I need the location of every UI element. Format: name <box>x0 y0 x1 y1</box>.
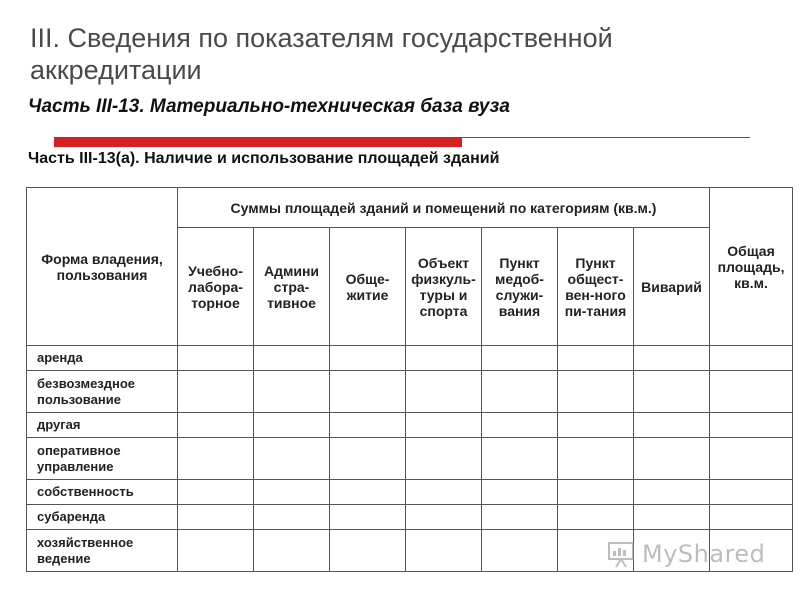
table-cell <box>406 505 482 530</box>
table-row <box>27 480 793 505</box>
table-cell <box>482 438 558 480</box>
category-header: Пункт медоб-служи-вания <box>482 228 558 346</box>
table-cell <box>330 505 406 530</box>
table-cell <box>178 346 254 371</box>
watermark-text: MyShared <box>642 540 766 568</box>
group-header: Суммы площадей зданий и помещений по категориям (кв.м.) <box>178 188 710 228</box>
table-row <box>27 438 793 480</box>
table-cell <box>558 346 634 371</box>
table-cell <box>254 480 330 505</box>
row-label: другая <box>27 413 178 438</box>
table-cell <box>482 530 558 572</box>
total-header: Общая площадь, кв.м. <box>710 188 793 346</box>
watermark <box>606 537 776 571</box>
table-cell <box>634 371 710 413</box>
table-cell <box>330 371 406 413</box>
table-cell <box>178 530 254 572</box>
category-header: Админи стра-тивное <box>254 228 330 346</box>
table-cell <box>330 438 406 480</box>
table-cell <box>406 438 482 480</box>
part-title: Часть III-13. Материально-техническая база вуза <box>28 96 510 117</box>
table-cell <box>634 480 710 505</box>
table-cell <box>254 530 330 572</box>
table-cell <box>330 346 406 371</box>
table-cell <box>330 413 406 438</box>
table-cell <box>634 505 710 530</box>
category-header: Учебно-лабора-торное <box>178 228 254 346</box>
table-cell <box>406 346 482 371</box>
left-margin <box>0 0 16 600</box>
table-cell <box>406 480 482 505</box>
table-row <box>27 505 793 530</box>
table-cell <box>330 480 406 505</box>
table-cell <box>634 413 710 438</box>
form-header: Форма владения, пользования <box>27 188 178 346</box>
table-cell <box>254 346 330 371</box>
table-cell <box>482 413 558 438</box>
table-cell <box>178 413 254 438</box>
table-cell <box>710 438 793 480</box>
table-cell <box>406 530 482 572</box>
table-row <box>27 413 793 438</box>
row-label: аренда <box>27 346 178 371</box>
row-label: безвозмездное пользование <box>27 371 178 413</box>
table-cell <box>330 530 406 572</box>
slide-title: III. Сведения по показателям государственной аккредитации <box>30 23 613 85</box>
table-cell <box>634 346 710 371</box>
areas-table <box>26 187 793 572</box>
red-accent-bar <box>54 138 462 147</box>
table-cell <box>710 480 793 505</box>
table-cell <box>558 480 634 505</box>
category-header: Пункт общест-вен-ного пи-тания <box>558 228 634 346</box>
table-cell <box>558 413 634 438</box>
table-cell <box>482 371 558 413</box>
category-header: Объект физкуль-туры и спорта <box>406 228 482 346</box>
table-cell <box>634 438 710 480</box>
table-cell <box>254 438 330 480</box>
table-cell <box>710 346 793 371</box>
row-label: оперативное управление <box>27 438 178 480</box>
table-cell <box>178 480 254 505</box>
table-cell <box>482 480 558 505</box>
table-cell <box>254 413 330 438</box>
table-cell <box>710 413 793 438</box>
table-cell <box>406 413 482 438</box>
table-cell <box>406 371 482 413</box>
table-cell <box>558 438 634 480</box>
table-cell <box>482 346 558 371</box>
table-cell <box>710 505 793 530</box>
table-cell <box>482 505 558 530</box>
category-header: Обще-житие <box>330 228 406 346</box>
table-cell <box>178 505 254 530</box>
row-label: хозяйственное ведение <box>27 530 178 572</box>
row-label: субаренда <box>27 505 178 530</box>
section-subtitle: Часть III-13(а). Наличие и использование площадей зданий <box>28 150 500 167</box>
category-header: Виварий <box>634 228 710 346</box>
table-cell <box>178 438 254 480</box>
table-row <box>27 346 793 371</box>
table-cell <box>254 371 330 413</box>
table-cell <box>558 371 634 413</box>
table-cell <box>254 505 330 530</box>
presentation-icon <box>606 539 636 569</box>
table-cell <box>558 505 634 530</box>
table-cell <box>178 371 254 413</box>
table-cell <box>710 371 793 413</box>
table-row <box>27 371 793 413</box>
row-label: собственность <box>27 480 178 505</box>
